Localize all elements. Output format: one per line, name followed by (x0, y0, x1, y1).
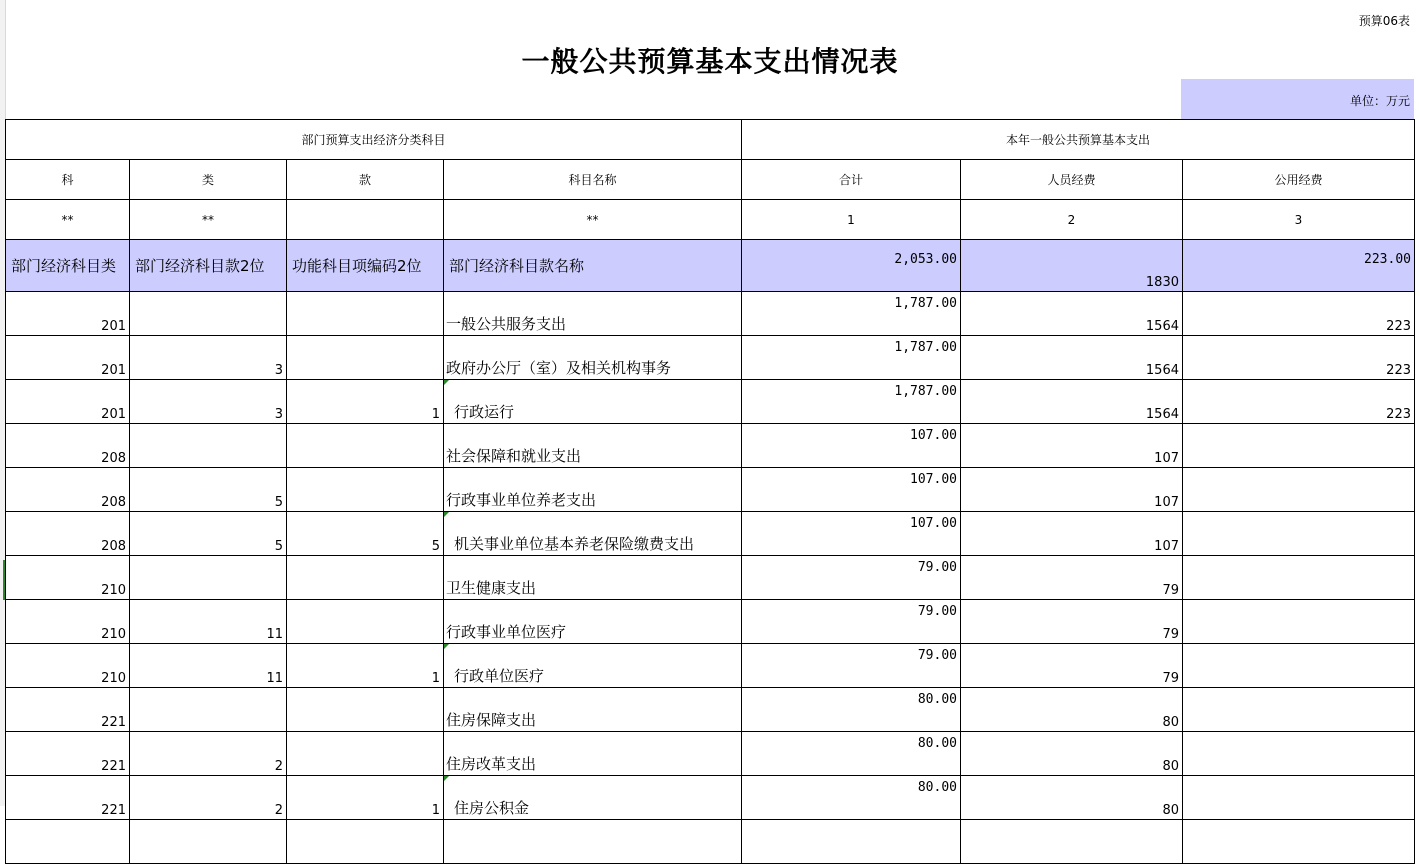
cell-public[interactable]: 223 (1183, 292, 1415, 336)
cell-lei[interactable]: 2 (130, 732, 287, 776)
cell-total[interactable]: 79.00 (742, 600, 961, 644)
cell-total[interactable]: 79.00 (742, 556, 961, 600)
cell-name[interactable]: 政府办公厅（室）及相关机构事务 (444, 336, 742, 380)
cell-total[interactable] (742, 820, 961, 864)
cell-total[interactable]: 80.00 (742, 732, 961, 776)
table-row (6, 732, 1415, 776)
unit-label: 单位：万元 (1349, 94, 1410, 108)
cell-kuan[interactable] (287, 292, 444, 336)
cell-public[interactable]: 223 (1183, 336, 1415, 380)
cell-ke[interactable]: 201 (6, 336, 130, 380)
summary-total[interactable]: 2,053.00 (742, 240, 961, 292)
cell-lei[interactable] (130, 292, 287, 336)
cell-personnel[interactable] (961, 820, 1183, 864)
table-row (6, 468, 1415, 512)
cell-name[interactable]: 住房公积金 (444, 776, 742, 820)
cell-public[interactable] (1183, 820, 1415, 864)
cell-ke[interactable]: 210 (6, 556, 130, 600)
cell-name[interactable]: 机关事业单位基本养老保险缴费支出 (444, 512, 742, 556)
cell-personnel[interactable]: 1564 (961, 336, 1183, 380)
cell-total[interactable]: 1,787.00 (742, 336, 961, 380)
cell-kuan[interactable] (287, 424, 444, 468)
table-row (6, 292, 1415, 336)
cell-total[interactable]: 1,787.00 (742, 292, 961, 336)
table-row (6, 512, 1415, 556)
code-public[interactable]: 3 (1183, 200, 1415, 240)
cell-ke[interactable]: 208 (6, 512, 130, 556)
cell-lei[interactable]: 5 (130, 468, 287, 512)
cell-ke[interactable]: 210 (6, 644, 130, 688)
header-group-right[interactable]: 本年一般公共预算基本支出 (742, 120, 1415, 160)
cell-name[interactable]: 行政运行 (444, 380, 742, 424)
cell-kuan[interactable]: 1 (287, 776, 444, 820)
cell-lei[interactable] (130, 820, 287, 864)
cell-public[interactable] (1183, 424, 1415, 468)
cell-name[interactable]: 卫生健康支出 (444, 556, 742, 600)
cell-ke[interactable] (6, 820, 130, 864)
table-row (6, 336, 1415, 380)
summary-row (6, 240, 1415, 292)
cell-total[interactable]: 107.00 (742, 468, 961, 512)
cell-lei[interactable]: 11 (130, 644, 287, 688)
code-lei[interactable]: ** (130, 200, 287, 240)
cell-ke[interactable]: 221 (6, 732, 130, 776)
cell-total[interactable]: 107.00 (742, 512, 961, 556)
cell-lei[interactable]: 5 (130, 512, 287, 556)
cell-kuan[interactable]: 5 (287, 512, 444, 556)
cell-personnel[interactable]: 80 (961, 776, 1183, 820)
table-row (6, 556, 1415, 600)
table-row (6, 380, 1415, 424)
cell-ke[interactable]: 221 (6, 688, 130, 732)
cell-name[interactable]: 住房改革支出 (444, 732, 742, 776)
cell-kuan[interactable]: 1 (287, 380, 444, 424)
col-header-kuan[interactable]: 款 (287, 160, 444, 200)
cell-kuan[interactable]: 1 (287, 644, 444, 688)
cell-name[interactable]: 行政事业单位养老支出 (444, 468, 742, 512)
cell-name[interactable]: 一般公共服务支出 (444, 292, 742, 336)
cell-kuan[interactable] (287, 820, 444, 864)
col-header-lei[interactable]: 类 (130, 160, 287, 200)
header-codes-row (6, 200, 1415, 240)
cell-personnel[interactable]: 1564 (961, 380, 1183, 424)
cell-kuan[interactable] (287, 600, 444, 644)
cell-lei[interactable] (130, 688, 287, 732)
cell-public[interactable] (1183, 556, 1415, 600)
cell-personnel[interactable]: 79 (961, 600, 1183, 644)
col-header-public[interactable]: 公用经费 (1183, 160, 1415, 200)
summary-lei[interactable]: 部门经济科目款2位 (130, 240, 287, 292)
cell-public[interactable] (1183, 644, 1415, 688)
cell-public[interactable] (1183, 512, 1415, 556)
summary-kuan[interactable]: 功能科目项编码2位 (287, 240, 444, 292)
cell-name[interactable]: 社会保障和就业支出 (444, 424, 742, 468)
cell-ke[interactable]: 208 (6, 468, 130, 512)
cell-lei[interactable]: 11 (130, 600, 287, 644)
table-row (6, 820, 1415, 864)
cell-total[interactable]: 80.00 (742, 776, 961, 820)
header-group-left[interactable]: 部门预算支出经济分类科目 (6, 120, 742, 160)
code-name[interactable]: ** (444, 200, 742, 240)
cell-ke[interactable]: 201 (6, 292, 130, 336)
table-row (6, 688, 1415, 732)
summary-name[interactable]: 部门经济科目款名称 (444, 240, 742, 292)
cell-public[interactable] (1183, 732, 1415, 776)
cell-kuan[interactable] (287, 688, 444, 732)
cell-total[interactable]: 80.00 (742, 688, 961, 732)
cell-personnel[interactable]: 79 (961, 644, 1183, 688)
cell-public[interactable] (1183, 600, 1415, 644)
cell-kuan[interactable] (287, 468, 444, 512)
cell-public[interactable]: 223 (1183, 380, 1415, 424)
cell-lei[interactable]: 3 (130, 336, 287, 380)
cell-ke[interactable]: 208 (6, 424, 130, 468)
cell-personnel[interactable]: 107 (961, 468, 1183, 512)
table-row (6, 424, 1415, 468)
code-kuan[interactable] (287, 200, 444, 240)
cell-kuan[interactable] (287, 556, 444, 600)
code-ke[interactable]: ** (6, 200, 130, 240)
table-row (6, 600, 1415, 644)
cell-lei[interactable]: 2 (130, 776, 287, 820)
summary-ke[interactable]: 部门经济科目类 (6, 240, 130, 292)
cell-personnel[interactable]: 107 (961, 424, 1183, 468)
code-personnel[interactable]: 2 (961, 200, 1183, 240)
cell-kuan[interactable] (287, 336, 444, 380)
cell-ke[interactable]: 201 (6, 380, 130, 424)
cell-ke[interactable]: 221 (6, 776, 130, 820)
table-row (6, 776, 1415, 820)
cell-public[interactable] (1183, 688, 1415, 732)
cell-total[interactable]: 107.00 (742, 424, 961, 468)
cell-personnel[interactable]: 1564 (961, 292, 1183, 336)
col-header-total[interactable]: 合计 (742, 160, 961, 200)
table-row (6, 644, 1415, 688)
cell-kuan[interactable] (287, 732, 444, 776)
form-code-label: 预算06表 (1358, 14, 1410, 28)
cell-personnel[interactable]: 80 (961, 732, 1183, 776)
col-header-name[interactable]: 科目名称 (444, 160, 742, 200)
cell-total[interactable]: 79.00 (742, 644, 961, 688)
summary-public[interactable]: 223.00 (1183, 240, 1415, 292)
code-total[interactable]: 1 (742, 200, 961, 240)
cell-personnel[interactable]: 107 (961, 512, 1183, 556)
cell-lei[interactable] (130, 424, 287, 468)
cell-personnel[interactable]: 79 (961, 556, 1183, 600)
cell-name[interactable]: 行政单位医疗 (444, 644, 742, 688)
header-group-row (6, 120, 1415, 160)
cell-personnel[interactable]: 80 (961, 688, 1183, 732)
budget-table (5, 119, 1415, 864)
col-header-ke[interactable]: 科 (6, 160, 130, 200)
cell-name[interactable] (444, 820, 742, 864)
cell-lei[interactable]: 3 (130, 380, 287, 424)
cell-public[interactable] (1183, 468, 1415, 512)
summary-personnel[interactable]: 1830 (961, 240, 1183, 292)
cell-name[interactable]: 行政事业单位医疗 (444, 600, 742, 644)
page-title: 一般公共预算基本支出情况表 (521, 45, 899, 78)
col-header-personnel[interactable]: 人员经费 (961, 160, 1183, 200)
cell-total[interactable]: 1,787.00 (742, 380, 961, 424)
cell-ke[interactable]: 210 (6, 600, 130, 644)
cell-name[interactable]: 住房保障支出 (444, 688, 742, 732)
cell-public[interactable] (1183, 776, 1415, 820)
cell-lei[interactable] (130, 556, 287, 600)
header-columns-row (6, 160, 1415, 200)
